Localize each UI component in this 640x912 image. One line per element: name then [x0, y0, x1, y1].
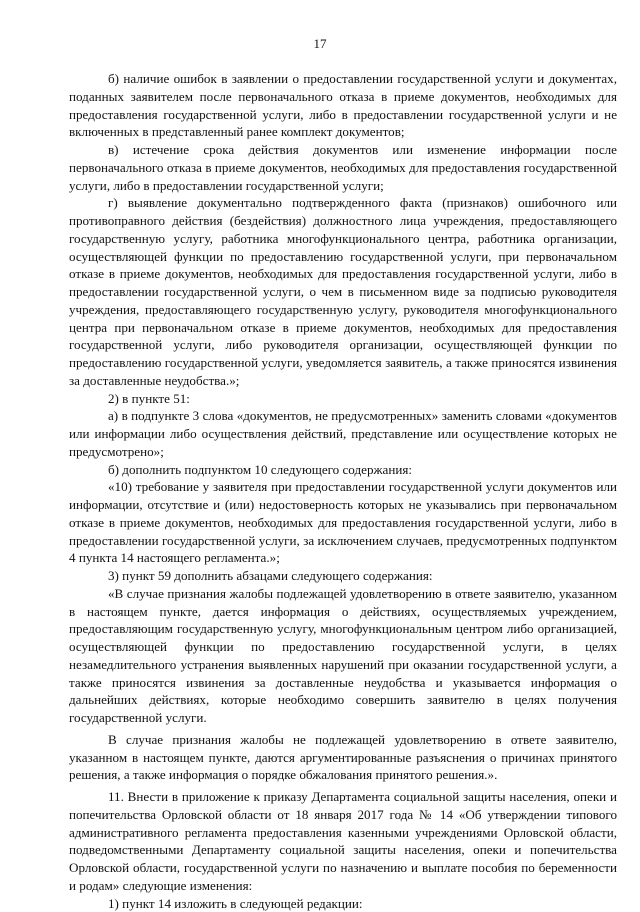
paragraph-10: В случае признания жалобы не подлежащей удовлетворению в ответе заявителю, указанном в настоящем пункте, даются аргументированные разъяснения о причинах принятого решения, а также информация о порядке обжалования принятого решения.». [69, 731, 617, 784]
paragraph-9: «В случае признания жалобы подлежащей удовлетворению в ответе заявителю, указанном в настоящем пункте, дается информация о действиях, осуществляемых учреждением, предоставляющим государственную услугу, многофункциональным центром либо организацией, осуществляющей функции по предоставлению государственной услуги, в целях незамедлительного устранения выявленных нарушений при оказании государственной услуги, а также приносятся извинения за доставленные неудобства и указывается информация о дальнейших действиях, которые необходимо совершить заявителю в целях получения государственной услуги. [69, 585, 617, 727]
paragraph-7: «10) требование у заявителя при предоставлении государственной услуги документов или информации, отсутствие и (или) недостоверность которых не указывались при первоначальном отказе в приеме документов, необходимых для предоставления государственной услуги, либо в предоставлении государственной услуги, за исключением случаев, предусмотренных подпунктом 4 пункта 14 настоящего регламента.»; [69, 478, 617, 567]
paragraph-1: б) наличие ошибок в заявлении о предоставлении государственной услуги и документах, поданных заявителем после первоначального отказа в приеме документов, необходимых для предоставления государственной услуги, либо в предоставлении государственной услуги и не включенных в представленный ранее комплект документов; [69, 70, 617, 141]
paragraph-4: 2) в пункте 51: [69, 390, 617, 408]
paragraph-11: 11. Внести в приложение к приказу Департамента социальной защиты населения, опеки и попечительства Орловской области от 18 января 2017 года № 14 «Об утверждении типового административного регламента предоставления казенными учреждениями Орловской области, подведомственными Департаменту социальной защиты населения, опеки и попечительства Орловской области, государственной услуги по назначению и выплате пособия по беременности и родам» следующие изменения: [69, 788, 617, 895]
paragraph-5: а) в подпункте 3 слова «документов, не предусмотренных» заменить словами «документов или информации либо осуществления действий, представление или осуществление которых не предусмотрено»; [69, 407, 617, 460]
paragraph-2: в) истечение срока действия документов или изменение информации после первоначального отказа в приеме документов, необходимых для предоставления государственной услуги, либо в предоставлении государственной услуги; [69, 141, 617, 194]
paragraph-6: б) дополнить подпунктом 10 следующего содержания: [69, 461, 617, 479]
page-number: 17 [0, 36, 640, 52]
paragraph-12: 1) пункт 14 изложить в следующей редакции: [69, 895, 617, 912]
document-body [69, 70, 617, 912]
paragraph-8: 3) пункт 59 дополнить абзацами следующего содержания: [69, 567, 617, 585]
paragraph-3: г) выявление документально подтвержденного факта (признаков) ошибочного или противоправного действия (бездействия) должностного лица учреждения, предоставляющего государственную услугу, работника многофункционального центра, работника организации, осуществляющей функции по предоставлению государственной услуги, при первоначальном отказе в приеме документов, необходимых для предоставления государственной услуги, либо в предоставлении государственной услуги, о чем в письменном виде за подписью руководителя учреждения, предоставляющего государственную услугу, руководителя многофункционального центра при первоначальном отказе в приеме документов, необходимых для предоставления государственной услуги, либо руководителя организации, осуществляющей функции по предоставлению государственной услуги, уведомляется заявитель, а также приносятся извинения за доставленные неудобства.»; [69, 194, 617, 389]
